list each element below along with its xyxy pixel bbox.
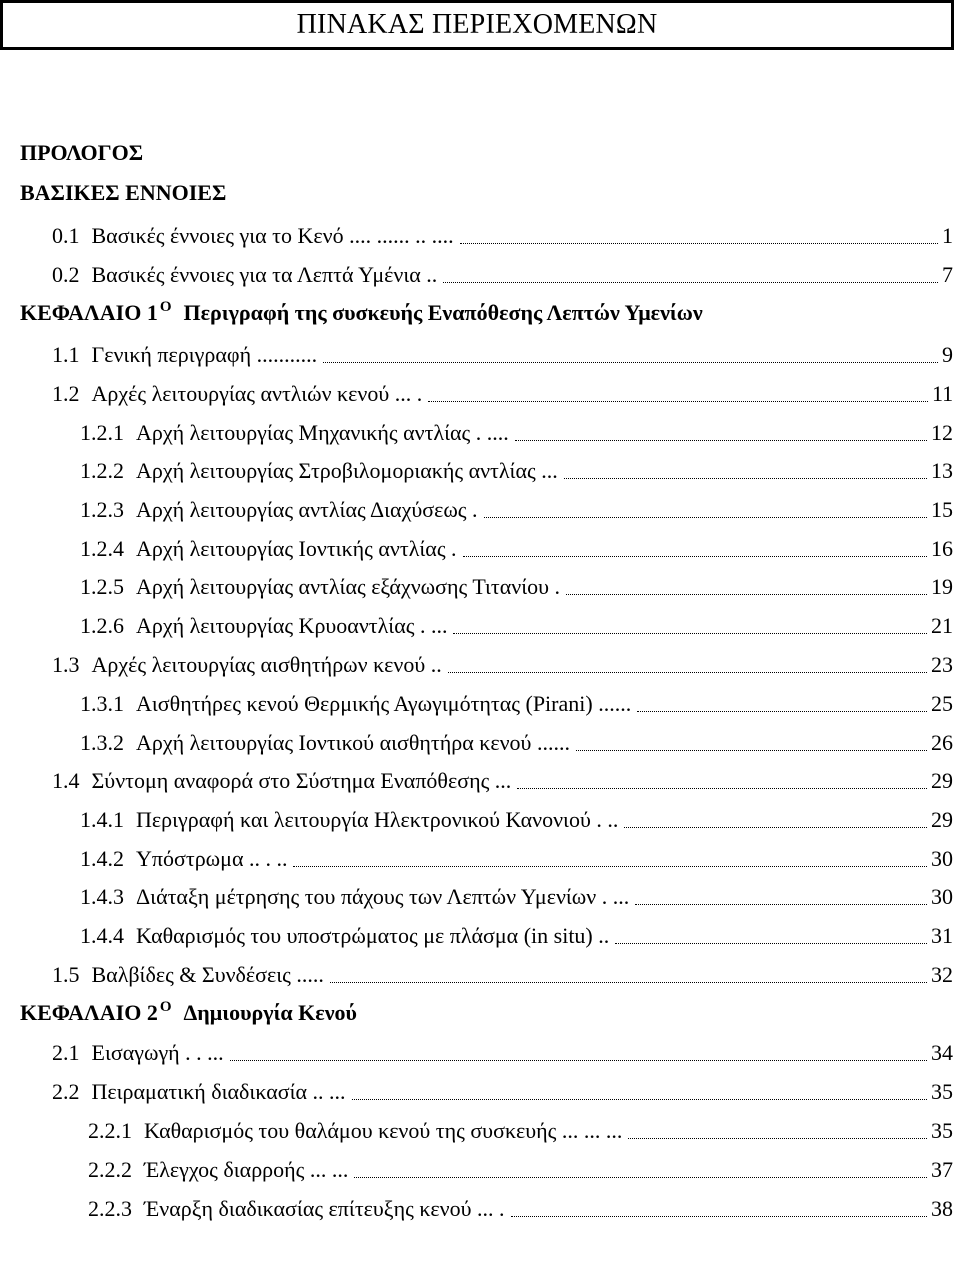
toc-entry: [80, 807, 618, 833]
toc-leader-line: [428, 401, 928, 402]
toc-entry-title: ΒΑΣΙΚΕΣ ΕΝΝΟΙΕΣ: [20, 180, 227, 205]
toc-entry-title: Εισαγωγή: [91, 1040, 180, 1065]
toc-entry-title: Βαλβίδες & Συνδέσεις: [91, 962, 291, 987]
toc-entry-page-number: 23: [931, 652, 953, 677]
toc-entry-leader-dots: .: [549, 574, 561, 599]
toc-entry-title: Αρχή λειτουργίας Μηχανικής αντλίας: [136, 420, 471, 445]
toc-entry-page-number: 1: [942, 223, 953, 248]
toc-entry-leader-dots: ... ...: [304, 1157, 349, 1182]
toc-entry-number: 1.3: [52, 652, 80, 677]
toc-entry: [52, 962, 324, 988]
toc-entry-leader-dots: . . ...: [179, 1040, 224, 1065]
toc-entry-leader-dots: .....: [290, 962, 324, 987]
toc-entry: [20, 300, 703, 329]
toc-entry-leader-dots: .. ...: [307, 1079, 346, 1104]
toc-entry-title: Αρχή λειτουργίας Κρυοαντλίας: [136, 613, 415, 638]
toc-entry-title: Υπόστρωμα: [136, 846, 244, 871]
toc-entry-page-number: 11: [932, 381, 954, 406]
toc-entry-title: Αρχή λειτουργίας αντλίας εξάχνωσης Τιτανίου: [136, 574, 550, 599]
toc-entry-number: 1.2.6: [80, 613, 124, 638]
toc-entry-page-number: 9: [942, 342, 953, 367]
toc-leader-line: [515, 440, 927, 441]
toc-entry-leader-dots: . ...: [596, 884, 630, 909]
toc-entry-number: 1.4.1: [80, 807, 124, 832]
toc-entry-number: 2.2.3: [88, 1196, 132, 1221]
toc-entry: [80, 497, 478, 523]
toc-entry-title: Δημιουργία Κενού: [183, 1000, 357, 1025]
toc-leader-line: [448, 672, 927, 673]
toc-entry-title: Περιγραφή της συσκευής Εναπόθεσης Λεπτών Υμενίων: [183, 300, 703, 325]
toc-entry-title: Αρχή λειτουργίας Ιοντικού αισθητήρα κενού: [136, 730, 532, 755]
toc-entry-number: 1.4.3: [80, 884, 124, 909]
toc-entry-number: 1.2.3: [80, 497, 124, 522]
toc-leader-line: [637, 711, 927, 712]
toc-entry-number: 1.4.2: [80, 846, 124, 871]
toc-leader-line: [576, 750, 927, 751]
toc-entry: [80, 574, 560, 600]
toc-entry-leader-dots: .... ...... .. ....: [343, 223, 454, 248]
toc-entry-leader-dots: ..: [420, 262, 438, 287]
toc-entry-page-number: 34: [931, 1040, 953, 1065]
toc-entry: [80, 884, 629, 910]
toc-entry: [20, 1000, 357, 1029]
toc-entry-number: ΚΕΦΑΛΑΙΟ 1: [20, 300, 158, 325]
toc-entry-leader-dots: ...: [489, 768, 512, 793]
toc-leader-line: [615, 943, 927, 944]
toc-entry-title: Σύντομη αναφορά στο Σύστημα Εναπόθεσης: [91, 768, 490, 793]
toc-entry-number: 1.4.4: [80, 923, 124, 948]
toc-entry-page-number: 38: [931, 1196, 953, 1221]
toc-entry-leader-dots: ......: [592, 691, 632, 716]
toc-entry-page-number: 35: [931, 1079, 953, 1104]
toc-entry: [80, 536, 457, 562]
toc-entry-page-number: 7: [942, 262, 953, 287]
toc-entry-page-number: 35: [931, 1118, 953, 1143]
toc-entry-number: 2.1: [52, 1040, 80, 1065]
toc-entry: [52, 1040, 224, 1066]
toc-entry-page-number: 30: [931, 884, 953, 909]
toc-entry-leader-dots: .: [445, 536, 457, 561]
toc-leader-line: [635, 904, 927, 905]
toc-entry-number: 2.2.1: [88, 1118, 132, 1143]
toc-entry-leader-dots: ... ... ...: [556, 1118, 623, 1143]
toc-entry-number: 1.2.1: [80, 420, 124, 445]
toc-entry-page-number: 32: [931, 962, 953, 987]
toc-entry-number: 1.4: [52, 768, 80, 793]
toc-leader-line: [628, 1138, 927, 1139]
toc-entry-number: 1.1: [52, 342, 80, 367]
toc-entry-leader-dots: ..: [592, 923, 610, 948]
toc-entry-number: 0.1: [52, 223, 80, 248]
toc-entry: [52, 381, 422, 407]
toc-entry: [52, 652, 442, 678]
toc-entry-page-number: 26: [931, 730, 953, 755]
toc-entry-number: 0.2: [52, 262, 80, 287]
toc-entry: [80, 613, 447, 639]
toc-entry: [88, 1118, 622, 1144]
toc-entry-title: Αρχή λειτουργίας αντλίας Διαχύσεως: [136, 497, 467, 522]
toc-leader-line: [330, 982, 927, 983]
toc-leader-line: [517, 788, 927, 789]
toc-entry: [80, 846, 287, 872]
toc-entry-title: Έλεγχος διαρροής: [144, 1157, 305, 1182]
chapter-ordinal-superscript: Ο: [159, 999, 172, 1015]
toc-entry: [80, 420, 509, 446]
toc-entry-title: Περιγραφή και λειτουργία Ηλεκτρονικού Κανονιού: [136, 807, 591, 832]
toc-entry-title: Καθαρισμός του θαλάμου κενού της συσκευής: [144, 1118, 557, 1143]
toc-entry: [52, 342, 317, 368]
toc-leader-line: [323, 362, 938, 363]
toc-entry: [80, 730, 570, 756]
toc-entry-title: ΠΡΟΛΟΓΟΣ: [20, 140, 144, 165]
toc-entry-page-number: 12: [931, 420, 953, 445]
toc-leader-line: [460, 243, 938, 244]
toc-leader-line: [443, 282, 938, 283]
toc-entry-title: Αισθητήρες κενού Θερμικής Αγωγιμότητας (Pirani): [136, 691, 593, 716]
toc-entry-leader-dots: . ....: [470, 420, 509, 445]
toc-entry-title: Καθαρισμός του υποστρώματος με πλάσμα (in situ): [136, 923, 593, 948]
toc-entry-page-number: 25: [931, 691, 953, 716]
toc-entry-page-number: 31: [931, 923, 953, 948]
toc-entry-leader-dots: . ..: [590, 807, 619, 832]
toc-entry-page-number: 29: [931, 768, 953, 793]
toc-entry-leader-dots: . ...: [414, 613, 448, 638]
toc-entry: [88, 1196, 505, 1222]
toc-entry-number: 2.2: [52, 1079, 80, 1104]
toc-entry-leader-dots: .. . ..: [243, 846, 288, 871]
toc-entry: [20, 180, 226, 206]
toc-leader-line: [354, 1177, 927, 1178]
toc-leader-line: [484, 517, 927, 518]
toc-entry-leader-dots: ...........: [251, 342, 318, 367]
toc-entry-page-number: 37: [931, 1157, 953, 1182]
toc-entry-number: 1.3.2: [80, 730, 124, 755]
toc-entry-number: 1.5: [52, 962, 80, 987]
toc-entry-leader-dots: ......: [531, 730, 570, 755]
toc-title-box: [0, 0, 954, 50]
toc-entry-number: ΚΕΦΑΛΑΙΟ 2: [20, 1000, 158, 1025]
toc-leader-line: [624, 827, 927, 828]
toc-entry-page-number: 21: [931, 613, 953, 638]
toc-entry-number: 1.2.2: [80, 458, 124, 483]
toc-entry-title: Βασικές έννοιες για τα Λεπτά Υμένια: [91, 262, 421, 287]
toc-entry-title: Βασικές έννοιες για το Κενό: [91, 223, 344, 248]
toc-entry-leader-dots: ... .: [471, 1196, 505, 1221]
toc-leader-line: [352, 1099, 927, 1100]
toc-leader-line: [293, 866, 927, 867]
toc-entry: [80, 458, 558, 484]
toc-leader-line: [453, 633, 927, 634]
toc-entry: [20, 140, 143, 166]
toc-entry: [52, 768, 511, 794]
toc-entry-title: Αρχές λειτουργίας αισθητήρων κενού: [91, 652, 426, 677]
toc-leader-line: [230, 1060, 927, 1061]
toc-entry-title: Αρχή λειτουργίας Στροβιλομοριακής αντλίας: [136, 458, 536, 483]
toc-entry-leader-dots: .: [466, 497, 478, 522]
toc-leader-line: [566, 594, 927, 595]
toc-leader-line: [564, 478, 927, 479]
toc-entry-leader-dots: ..: [425, 652, 442, 677]
toc-entry-title: Αρχές λειτουργίας αντλιών κενού: [91, 381, 390, 406]
toc-entry-leader-dots: ... .: [389, 381, 423, 406]
toc-entry: [80, 923, 609, 949]
toc-entry-page-number: 30: [931, 846, 953, 871]
toc-entry-number: 1.3.1: [80, 691, 124, 716]
toc-entry-leader-dots: ...: [535, 458, 558, 483]
toc-entry-page-number: 19: [931, 574, 953, 599]
toc-entry-title: Αρχή λειτουργίας Ιοντικής αντλίας: [136, 536, 446, 561]
toc-entry-title: Έναρξη διαδικασίας επίτευξης κενού: [144, 1196, 472, 1221]
toc-entry-title: Γενική περιγραφή: [91, 342, 252, 367]
toc-entry-title: Διάταξη μέτρησης του πάχους των Λεπτών Υμενίων: [136, 884, 597, 909]
toc-entry-page-number: 16: [931, 536, 953, 561]
toc-leader-line: [463, 556, 927, 557]
toc-entry-number: 2.2.2: [88, 1157, 132, 1182]
toc-entry: [80, 691, 631, 717]
chapter-ordinal-superscript: Ο: [159, 299, 172, 315]
toc-entry: [52, 262, 437, 288]
toc-entry: [52, 223, 454, 249]
toc-entry-page-number: 15: [931, 497, 953, 522]
toc-entry-number: 1.2.5: [80, 574, 124, 599]
toc-entry-page-number: 29: [931, 807, 953, 832]
toc-entry-page-number: 13: [931, 458, 953, 483]
toc-leader-line: [511, 1216, 927, 1217]
toc-entry-number: 1.2.4: [80, 536, 124, 561]
toc-entry: [52, 1079, 346, 1105]
toc-title: ΠΙΝΑΚΑΣ ΠΕΡΙΕΧΟΜΕΝΩΝ: [296, 9, 658, 40]
toc-entry: [88, 1157, 348, 1183]
toc-entry-title: Πειραματική διαδικασία: [91, 1079, 308, 1104]
toc-entry-number: 1.2: [52, 381, 80, 406]
